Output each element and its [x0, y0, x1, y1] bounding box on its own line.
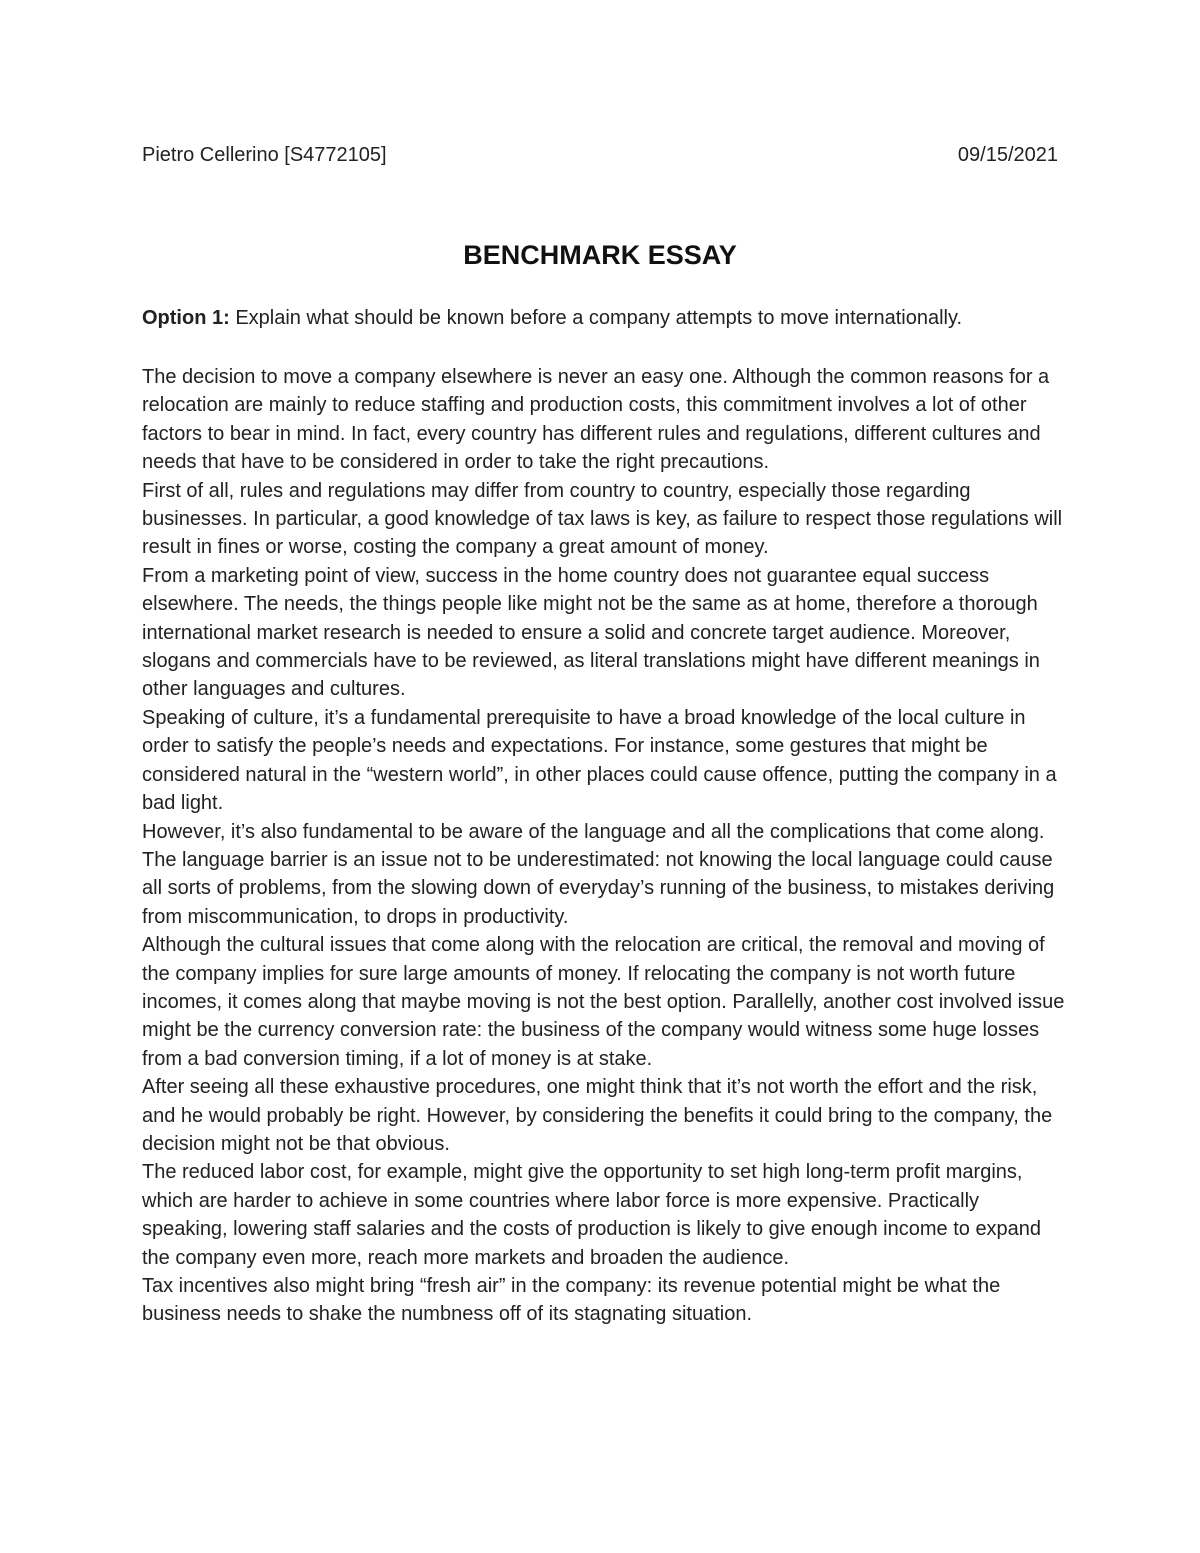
paragraph: After seeing all these exhaustive procedures, one might think that it’s not worth the effort and the risk, and he would probably be right. However, by considering the benefits it could bring to the company, the decision might not be that obvious. — [142, 1076, 1053, 1155]
paragraph: From a marketing point of view, success in the home country does not guarantee equal success elsewhere. The needs, the things people like might not be the same as at home, therefore a thorough international market research is needed to ensure a solid and concrete target audience. Moreover, slogans and commercials have to be reviewed, as literal translations might have different meanings in other languages and cultures. — [142, 564, 1040, 701]
prompt-text: Explain what should be known before a company attempts to move internationally. — [229, 307, 963, 329]
paragraph: However, it’s also fundamental to be aware of the language and all the complications that come along. The language barrier is an issue not to be underestimated: not knowing the local language could cause all sorts of problems, from the slowing down of everyday’s running of the business, to mistakes deriving from miscommunication, to drops in productivity. — [142, 820, 1055, 928]
paragraph: First of all, rules and regulations may differ from country to country, especially those regarding businesses. In particular, a good knowledge of tax laws is key, as failure to respect those regulations will result in fines or worse, costing the company a great amount of money. — [142, 479, 1063, 559]
paragraph: Tax incentives also might bring “fresh air” in the company: its revenue potential might be what the business needs to shake the numbness off of its stagnating situation. — [142, 1275, 1001, 1326]
author-name: Pietro Cellerino [S4772105] — [142, 144, 387, 166]
essay-body — [142, 363, 1067, 1329]
paragraph: The reduced labor cost, for example, might give the opportunity to set high long-term profit margins, which are harder to achieve in some countries where labor force is more expensive. Practically speaking, lowering staff salaries and the costs of production is likely to give enough income to expand the company even more, reach more markets and broaden the audience. — [142, 1161, 1042, 1269]
essay-prompt — [142, 303, 1070, 333]
paragraph: The decision to move a company elsewhere is never an easy one. Although the common reasons for a relocation are mainly to reduce staffing and production costs, this commitment involves a lot of other factors to bear in mind. In fact, every country has different rules and regulations, different cultures and needs that have to be considered in order to take the right precautions. — [142, 366, 1050, 474]
document-title: BENCHMARK ESSAY — [463, 240, 737, 270]
prompt-label: Option 1: — [142, 307, 230, 329]
paragraph: Speaking of culture, it’s a fundamental prerequisite to have a broad knowledge of the local culture in order to satisfy the people’s needs and expectations. For instance, some gestures that might be considered natural in the “western world”, in other places could cause offence, putting the company in a bad light. — [142, 706, 1057, 815]
document-date: 09/15/2021 — [957, 144, 1058, 166]
paragraph: Although the cultural issues that come along with the relocation are critical, the removal and moving of the company implies for sure large amounts of money. If relocating the company is not worth future incomes, it comes along that maybe moving is not the best option. Parallelly, another cost involved issue might be the currency conversion rate: the business of the company would witness some huge losses from a bad conversion timing, if a lot of money is at stake. — [142, 934, 1065, 1070]
document-header — [142, 140, 1058, 170]
